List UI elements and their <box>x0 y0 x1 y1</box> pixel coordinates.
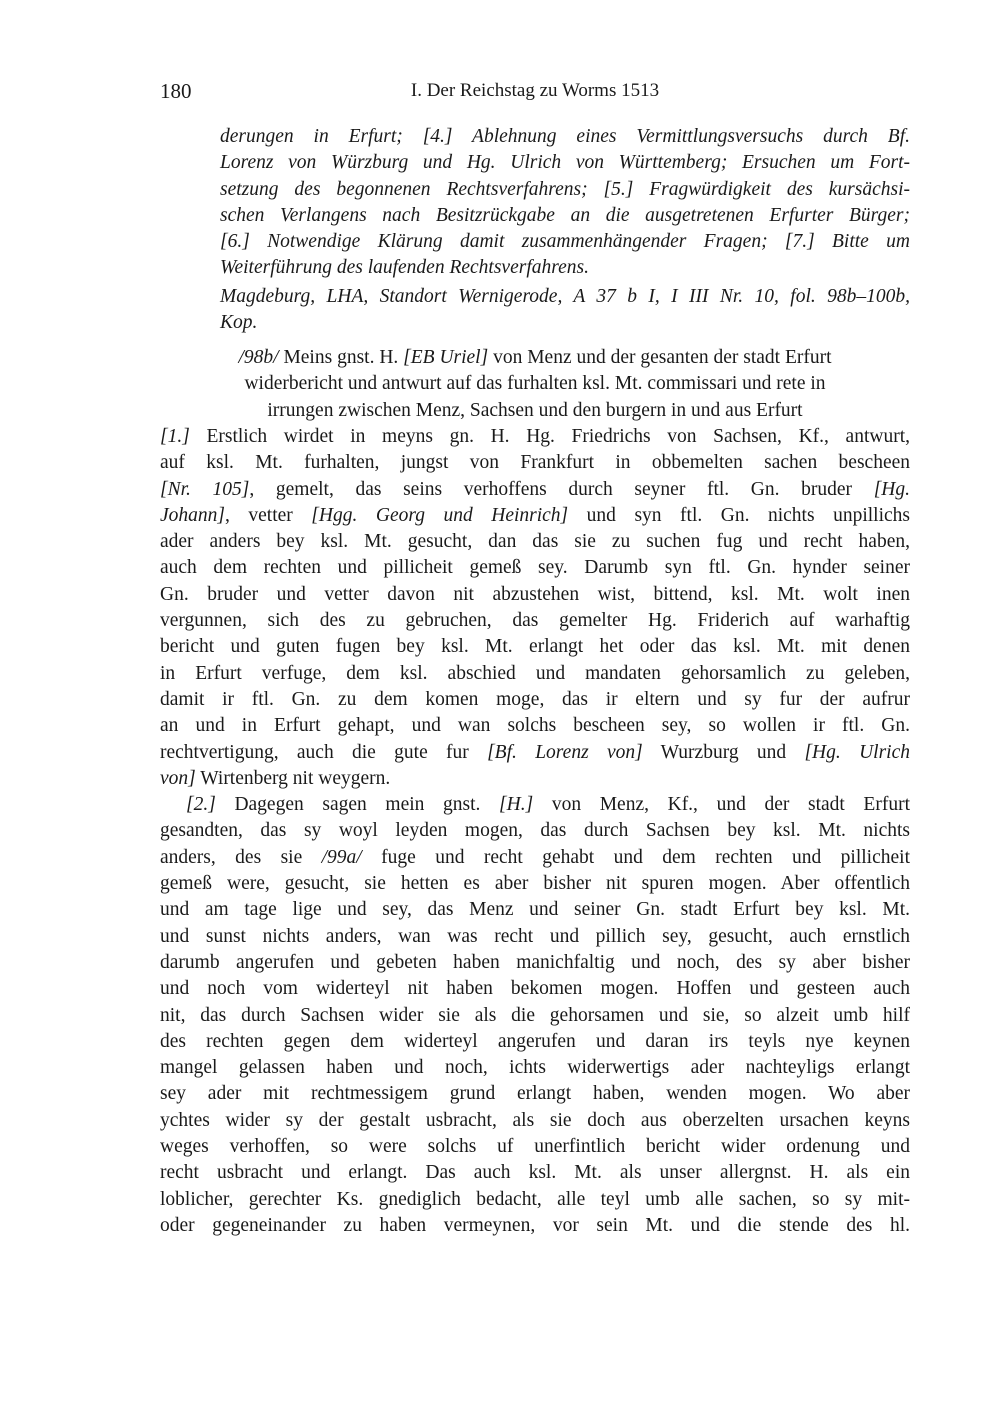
text-segment: irrungen zwischen Menz, Sachsen und den burgern in und aus Erfurt <box>267 399 803 421</box>
body-line <box>160 582 910 608</box>
text-segment: des rechten gegen dem widerteyl angerufen und daran irs teyls nye keynen <box>160 1030 910 1052</box>
editorial-note: [Nr. 105] <box>160 478 250 500</box>
editorial-note: Johann] <box>160 504 225 526</box>
archival-source <box>220 284 910 337</box>
editorial-note: /99a/ <box>321 846 362 868</box>
editorial-note: [Bf. Lorenz von] <box>487 741 643 763</box>
summary-line: derungen in Erfurt; [4.] Ablehnung eines Vermittlungsversuchs durch Bf. <box>220 126 910 147</box>
body-line <box>160 1108 910 1134</box>
text-segment: Meins gnst. H. <box>278 347 404 368</box>
summary-line: Lorenz von Würzburg und Hg. Ulrich von Württemberg; Ersuchen um Fort- <box>220 152 910 174</box>
summary-line: [6.] Notwendige Klärung damit zusammenhängender Fragen; [7.] Bitte um <box>220 231 910 253</box>
body-line <box>160 766 910 792</box>
text-segment: loblicher, gerechter Ks. gnediglich bedacht, alle teyl umb alle sachen, so sy mit- <box>160 1188 910 1210</box>
text-segment: Gn. bruder und vetter davon nit abzustehen wist, bittend, ksl. Mt. wolt inen <box>160 583 910 605</box>
body-line <box>160 529 910 555</box>
text-segment: nit, das durch Sachsen wider sie als die gehorsamen und sie, so alzeit umb hilf <box>160 1004 910 1026</box>
body-line <box>160 634 910 660</box>
body-line <box>160 503 910 529</box>
body-line <box>160 845 910 871</box>
summary-line: schen Verlangens nach Besitzrückgabe an die ausgetretenen Erfurter Bürger; <box>220 204 910 226</box>
text-segment: bericht und guten fugen bey ksl. Mt. erlangt het oder das ksl. Mt. mit denen <box>160 636 910 658</box>
text-segment: vergunnen, sich des zu gebruchen, das gemelter Hg. Friderich auf warhaftig <box>160 610 910 632</box>
editorial-note: von] <box>160 767 196 789</box>
body-line <box>160 818 910 844</box>
text-segment: von Menz und der gesanten der stadt Erfurt <box>488 347 832 368</box>
text-segment: , vetter <box>225 504 312 526</box>
text-segment: an und in Erfurt gehapt, und wan solchs bescheen sey, so wollen ir ftl. Gn. <box>160 715 910 737</box>
text-segment: rechtvertigung, auch die gute fur <box>160 741 488 763</box>
editorial-note: [EB Uriel] <box>403 347 489 368</box>
text-segment: recht usbracht und erlangt. Das auch ksl. Mt. als unser allergnst. H. als ein <box>160 1162 910 1184</box>
body-line <box>160 740 910 766</box>
body-line <box>160 1003 910 1029</box>
text-segment: , gemelt, das seins verhoffens durch seyner ftl. Gn. bruder <box>249 478 874 500</box>
text-segment: ader anders bey ksl. Mt. gesucht, dan das sie zu suchen fug und recht haben, <box>160 531 910 553</box>
text-segment: Wurzburg und <box>642 741 805 763</box>
body-line <box>160 713 910 739</box>
text-segment: Erstlich wirdet in meyns gn. H. Hg. Friedrichs von Sachsen, Kf., antwurt, <box>189 426 910 447</box>
text-segment: damit ir ftl. Gn. zu dem komen moge, das ir eltern und sy fur der aufrur <box>160 688 910 710</box>
body-line <box>160 1134 910 1160</box>
editorial-note: [1.] <box>160 426 190 447</box>
text-segment: in Erfurt verfuge, dem ksl. abschied und mandaten gehorsamlich zu geleben, <box>160 662 910 684</box>
document-summary <box>220 124 910 282</box>
body-line <box>160 477 910 503</box>
editorial-note: [Hg. <box>873 478 910 500</box>
source-line: Magdeburg, LHA, Standort Wernigerode, A 37 b I, I III Nr. 10, fol. 98b–100b, <box>220 286 910 307</box>
body-line <box>160 1213 910 1239</box>
text-segment: fuge und recht gehabt und dem rechten und pillicheit <box>361 846 910 868</box>
text-segment: widerbericht und antwurt auf das furhalten ksl. Mt. commissari und rete in <box>244 373 826 395</box>
body-line <box>160 897 910 923</box>
text-segment: auch dem rechten und pillicheit gemeß sey. Darumb syn ftl. Gn. hynder seiner <box>160 557 910 579</box>
body-line <box>160 924 910 950</box>
body-line <box>160 555 910 581</box>
body-line <box>160 608 910 634</box>
text-segment: und am tage lige und sey, das Menz und seiner Gn. stadt Erfurt bey ksl. Mt. <box>160 899 910 921</box>
body-line <box>160 450 910 476</box>
document-title <box>160 345 910 424</box>
text-segment: ychtes wider sy der gestalt usbracht, als sie doch aus oberzelten ursachen keyns <box>160 1109 910 1131</box>
text-segment: gemeß were, gesucht, sie hetten es aber bisher nit spuren mogen. Aber offentlich <box>160 873 910 895</box>
text-segment: mangel gelassen haben und noch, ichts widerwertigs ader nachteyligs erlangt <box>160 1057 910 1079</box>
body-line <box>160 792 910 818</box>
text-segment: und syn ftl. Gn. nichts unpillichs <box>568 504 910 526</box>
text-segment: Wirtenberg nit weygern. <box>195 767 391 789</box>
text-segment: anders, des sie <box>160 846 322 868</box>
body-line <box>160 871 910 897</box>
title-line <box>160 398 910 424</box>
body-line <box>160 1055 910 1081</box>
title-line <box>160 345 910 371</box>
text-segment: sey ader mit rechtmessigem grund erlangt haben, wenden mogen. Wo aber <box>160 1083 910 1105</box>
text-segment: weges verhoffen, so were solchs uf unerfintlich bericht wider ordenung und <box>160 1136 910 1158</box>
text-segment: oder gegeneinander zu haben vermeynen, vor sein Mt. und die stende des hl. <box>160 1214 910 1236</box>
text-segment: und noch vom widerteyl nit haben bekomen mogen. Hoffen und gesteen auch <box>160 978 910 1000</box>
editorial-note: [Hg. Ulrich <box>804 741 910 763</box>
running-title: I. Der Reichstag zu Worms 1513 <box>410 80 660 101</box>
text-segment: darumb angerufen und gebeten haben manichfaltig und noch, des sy aber bisher <box>160 951 910 973</box>
editorial-note: /98b/ <box>238 347 279 368</box>
title-line <box>160 371 910 397</box>
body-line <box>160 424 910 450</box>
editorial-note: [Hgg. Georg und Heinrich] <box>311 504 569 526</box>
editorial-note: [2.] <box>186 794 216 816</box>
body-line <box>160 1187 910 1213</box>
body-line <box>160 661 910 687</box>
text-segment: Dagegen sagen mein gnst. <box>215 794 500 816</box>
body-line <box>160 976 910 1002</box>
text-segment: und sunst nichts anders, wan was recht und pillich sey, gesucht, auch ernstlich <box>160 925 910 947</box>
document-body <box>160 424 910 1239</box>
text-segment: auf ksl. Mt. furhalten, jungst von Frankfurt in obbemelten sachen bescheen <box>160 452 910 474</box>
body-line <box>160 1081 910 1107</box>
body-line <box>160 687 910 713</box>
editorial-note: [H.] <box>499 794 534 816</box>
page-number: 180 <box>160 79 192 103</box>
summary-line: setzung des begonnenen Rechtsverfahrens; [5.] Fragwürdigkeit des kursächsi- <box>220 178 910 200</box>
summary-line: Weiterführung des laufenden Rechtsverfahrens. <box>220 257 589 279</box>
text-segment: gesandten, das sy woyl leyden mogen, das durch Sachsen bey ksl. Mt. nichts <box>160 820 910 842</box>
body-line <box>160 1160 910 1186</box>
body-line <box>160 950 910 976</box>
body-line <box>160 1029 910 1055</box>
source-line: Kop. <box>220 312 258 334</box>
text-segment: von Menz, Kf., und der stadt Erfurt <box>533 794 910 816</box>
